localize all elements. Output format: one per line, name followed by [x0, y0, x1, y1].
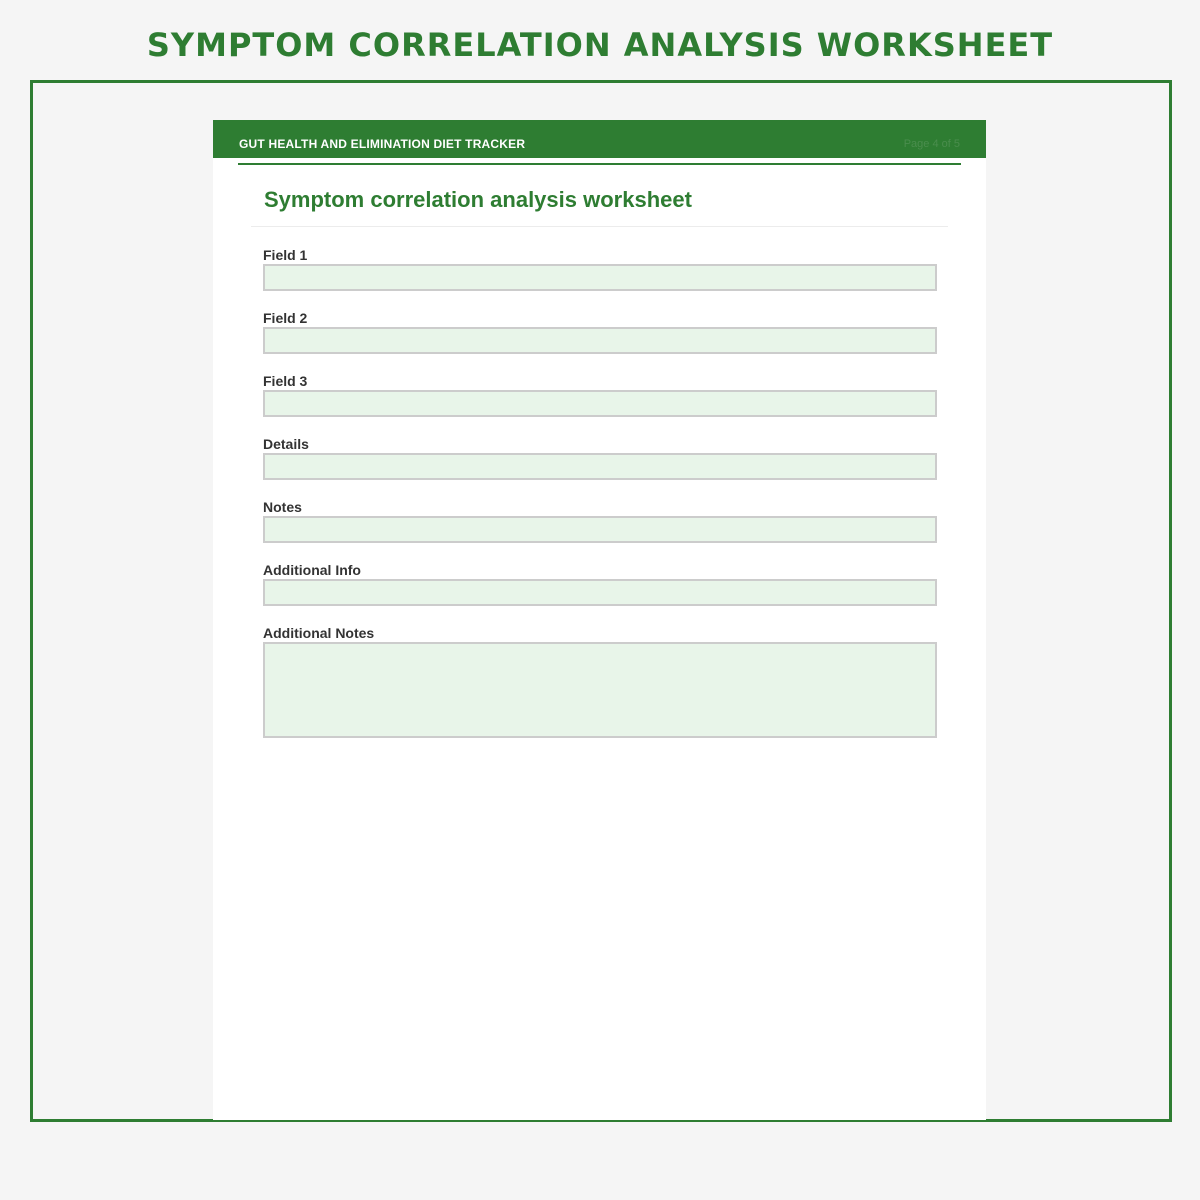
details-label: Details: [263, 436, 309, 452]
page-indicator: Page 4 of 5: [903, 138, 960, 150]
additional-info-input[interactable]: [263, 579, 937, 606]
additional-info-label: Additional Info: [263, 562, 361, 578]
additional-notes-label: Additional Notes: [263, 625, 375, 641]
additional-notes-textarea[interactable]: [263, 642, 937, 738]
details-group: [263, 435, 937, 453]
field-2-group: [263, 309, 937, 327]
details-input[interactable]: [263, 453, 937, 480]
title-divider: [251, 226, 948, 227]
worksheet-page: [213, 120, 986, 1120]
additional-info-group: [263, 561, 937, 579]
notes-group: [263, 498, 937, 516]
header-title: GUT HEALTH AND ELIMINATION DIET TRACKER: [239, 137, 526, 151]
worksheet-title: Symptom correlation analysis worksheet: [264, 187, 692, 212]
page-header: [213, 120, 986, 158]
field-1-label: Field 1: [263, 247, 308, 263]
field-3-label: Field 3: [263, 373, 308, 389]
field-3-group: [263, 372, 937, 390]
field-1-group: [263, 246, 937, 264]
field-2-input[interactable]: [263, 327, 937, 354]
field-3-input[interactable]: [263, 390, 937, 417]
field-1-input[interactable]: [263, 264, 937, 291]
document-title: SYMPTOM CORRELATION ANALYSIS WORKSHEET: [146, 26, 1054, 64]
notes-input[interactable]: [263, 516, 937, 543]
header-divider: [238, 163, 961, 165]
field-2-label: Field 2: [263, 310, 308, 326]
notes-label: Notes: [263, 499, 302, 515]
additional-notes-group: [263, 624, 937, 642]
